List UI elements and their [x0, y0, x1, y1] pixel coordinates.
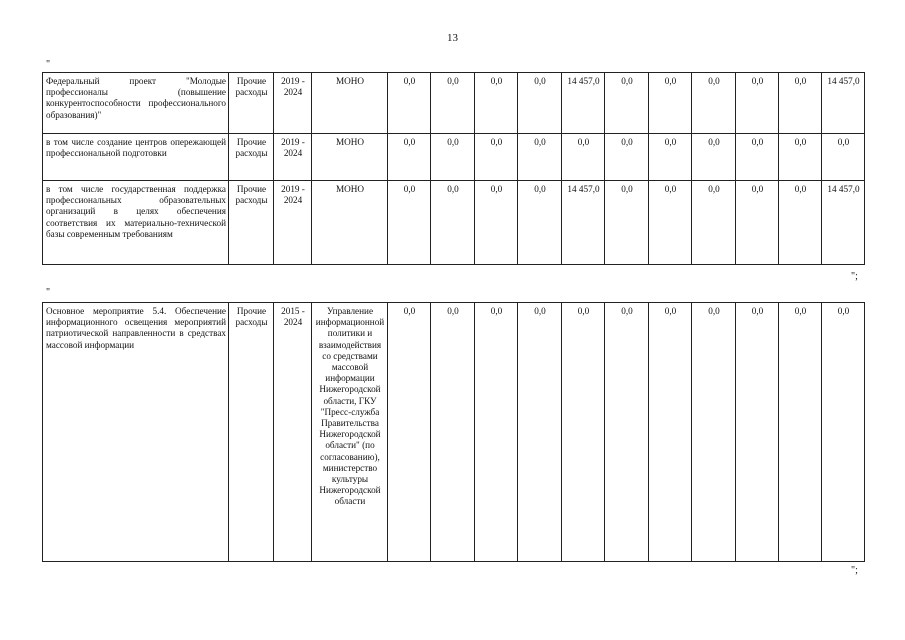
- value-cell: 0,0: [692, 134, 736, 181]
- value-cell: 0,0: [388, 303, 431, 562]
- value-cell: 0,0: [649, 181, 692, 265]
- expense-type-cell: Прочие расходы: [229, 181, 274, 265]
- period-cell: 2019 - 2024: [274, 181, 312, 265]
- row-title: Основное мероприятие 5.4. Обеспечение информационного освещения мероприятий патриотической направленности в средствах массовой информации: [43, 303, 229, 562]
- total-cell: 0,0: [822, 134, 865, 181]
- table-row: [43, 134, 865, 181]
- value-cell: 0,0: [518, 303, 562, 562]
- value-cell: 0,0: [736, 181, 779, 265]
- value-cell: 0,0: [736, 134, 779, 181]
- value-cell: 0,0: [518, 73, 562, 134]
- value-cell: 0,0: [692, 303, 736, 562]
- opening-quote-mark: ": [46, 59, 51, 70]
- total-cell: 0,0: [822, 303, 865, 562]
- value-cell: 0,0: [431, 181, 475, 265]
- value-cell: 0,0: [475, 134, 518, 181]
- value-cell: 0,0: [388, 134, 431, 181]
- value-cell: 0,0: [779, 181, 822, 265]
- value-cell: 0,0: [388, 181, 431, 265]
- row-title: Федеральный проект "Молодые профессионалы (повышение конкурентоспособности профессионального образования)": [43, 73, 229, 134]
- expense-type-cell: Прочие расходы: [229, 303, 274, 562]
- page-number: 13: [447, 32, 458, 44]
- expense-type-cell: Прочие расходы: [229, 73, 274, 134]
- value-cell: 0,0: [562, 134, 605, 181]
- value-cell: 0,0: [779, 73, 822, 134]
- value-cell: 0,0: [692, 181, 736, 265]
- executor-cell: МОНО: [312, 73, 388, 134]
- value-cell: 0,0: [605, 303, 649, 562]
- closing-quote-mark: ";: [851, 565, 858, 576]
- value-cell: 0,0: [475, 181, 518, 265]
- closing-quote-mark: ";: [851, 271, 858, 282]
- value-cell: 0,0: [605, 73, 649, 134]
- value-cell: 14 457,0: [562, 73, 605, 134]
- executor-cell: МОНО: [312, 181, 388, 265]
- period-cell: 2015 - 2024: [274, 303, 312, 562]
- total-cell: 14 457,0: [822, 181, 865, 265]
- budget-table-federal-project: [42, 72, 865, 265]
- value-cell: 0,0: [649, 303, 692, 562]
- table-row: [43, 303, 865, 562]
- value-cell: 0,0: [562, 303, 605, 562]
- value-cell: 0,0: [649, 73, 692, 134]
- value-cell: 0,0: [388, 73, 431, 134]
- value-cell: 0,0: [692, 73, 736, 134]
- value-cell: 0,0: [431, 73, 475, 134]
- value-cell: 0,0: [649, 134, 692, 181]
- period-cell: 2019 - 2024: [274, 134, 312, 181]
- value-cell: 14 457,0: [562, 181, 605, 265]
- value-cell: 0,0: [518, 134, 562, 181]
- value-cell: 0,0: [779, 134, 822, 181]
- executor-cell: МОНО: [312, 134, 388, 181]
- row-title: в том числе государственная поддержка профессиональных образовательных организаций в целях обеспечения соответствия их материально-технической базы современным требованиям: [43, 181, 229, 265]
- value-cell: 0,0: [475, 73, 518, 134]
- expense-type-cell: Прочие расходы: [229, 134, 274, 181]
- table-row: [43, 181, 865, 265]
- value-cell: 0,0: [605, 181, 649, 265]
- opening-quote-mark: ": [46, 287, 51, 298]
- row-title: в том числе создание центров опережающей профессиональной подготовки: [43, 134, 229, 181]
- period-cell: 2019 - 2024: [274, 73, 312, 134]
- budget-table-main-activity: [42, 302, 865, 562]
- value-cell: 0,0: [431, 303, 475, 562]
- value-cell: 0,0: [431, 134, 475, 181]
- value-cell: 0,0: [518, 181, 562, 265]
- value-cell: 0,0: [736, 303, 779, 562]
- table-row: [43, 73, 865, 134]
- value-cell: 0,0: [736, 73, 779, 134]
- executor-cell: Управление информационной политики и взаимодействия со средствами массовой информации Нижегородской области, ГКУ "Пресс-служба Правительства Нижегородской области" (по согласованию), министерство культуры Нижегородской области: [312, 303, 388, 562]
- total-cell: 14 457,0: [822, 73, 865, 134]
- value-cell: 0,0: [779, 303, 822, 562]
- value-cell: 0,0: [605, 134, 649, 181]
- value-cell: 0,0: [475, 303, 518, 562]
